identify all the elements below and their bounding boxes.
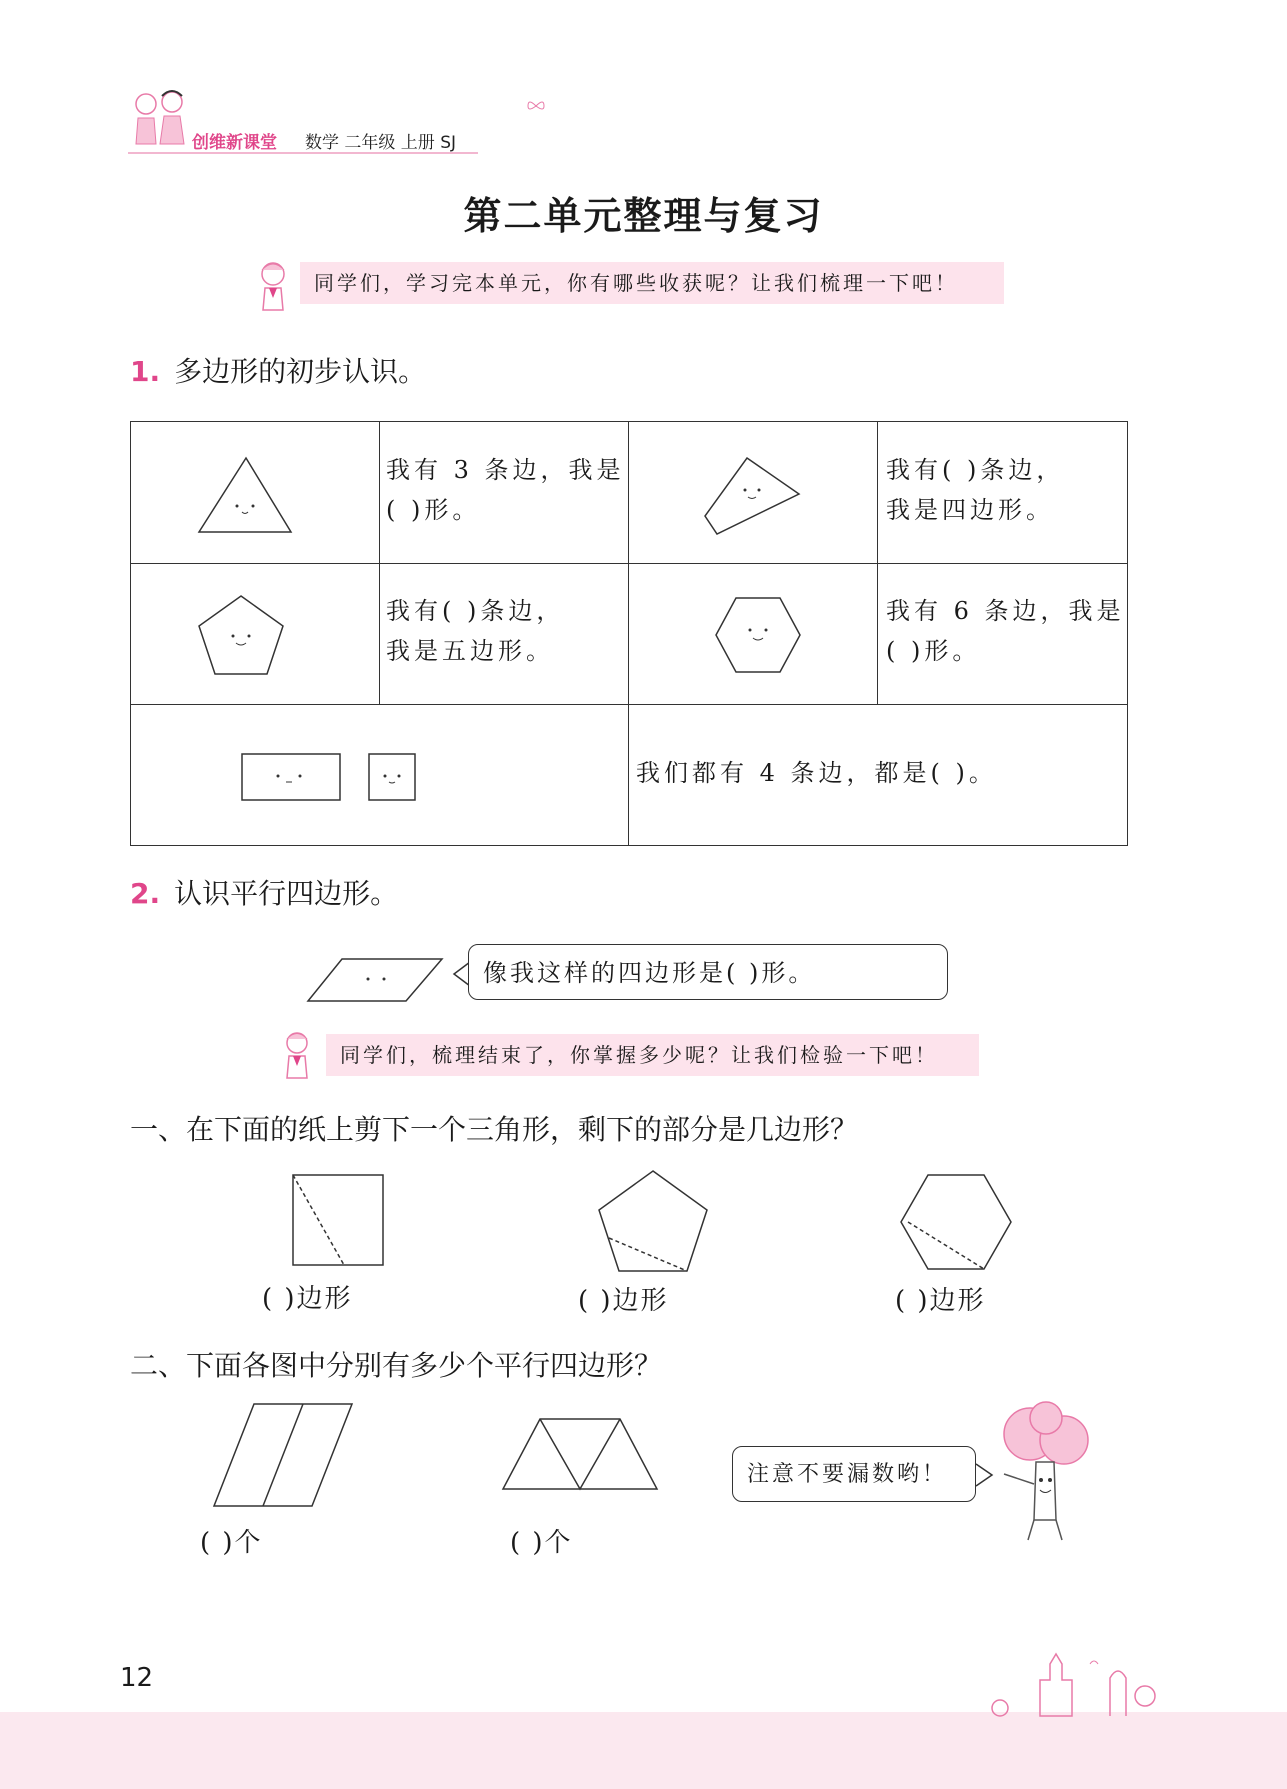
- triangle-face-shape: [191, 454, 301, 538]
- q2-answer-2: ( )个: [510, 1528, 573, 1558]
- hexagon-text: [886, 591, 1125, 671]
- q1-answer-2: ( )边形: [578, 1286, 669, 1316]
- tip-text: 注意不要漏数哟！: [747, 1462, 948, 1487]
- quadrilateral-text-line1: 我有( )条边，: [886, 456, 1065, 484]
- q1-answer-1: ( )边形: [262, 1284, 353, 1314]
- castle-decoration-icon: [940, 1650, 1170, 1720]
- pentagon-text-line2: 我是五边形。: [386, 637, 554, 665]
- polygon-table: [130, 421, 1128, 846]
- student-mascot-icon: [253, 258, 293, 316]
- hexagon-text-line2: ( )形。: [886, 637, 981, 665]
- quadrilateral-face-shape: [699, 450, 809, 540]
- hexagon-face-shape: [712, 594, 804, 676]
- hexagon-text-line1: 我有 6 条边，我是: [886, 597, 1125, 625]
- pentagon-text-line1: 我有( )条边，: [386, 597, 565, 625]
- table-vline: [379, 422, 380, 704]
- q1-title: 一、在下面的纸上剪下一个三角形，剩下的部分是几边形？: [130, 1113, 859, 1146]
- section2-number: 2.: [130, 877, 161, 910]
- intro-bubble: 同学们，学习完本单元，你有哪些收获呢？让我们梳理一下吧！: [300, 262, 1004, 304]
- parallelogram-face-shape: [306, 955, 446, 1005]
- brand-name: 创维新课堂: [192, 133, 277, 153]
- subject-line: 数学 二年级 上册 SJ: [305, 133, 457, 153]
- triangle-text-line1: 我有 3 条边，我是: [386, 456, 625, 484]
- triangle-text: [386, 450, 625, 530]
- check-bubble: 同学们，梳理结束了，你掌握多少呢？让我们检验一下吧！: [326, 1034, 979, 1076]
- table-vline: [877, 422, 878, 704]
- q2-title: 二、下面各图中分别有多少个平行四边形？: [130, 1349, 663, 1382]
- q2-answer-1: ( )个: [200, 1528, 263, 1558]
- section1-title: 多边形的初步认识。: [174, 355, 427, 388]
- q1-answer-3: ( )边形: [895, 1286, 986, 1316]
- header-divider: [128, 152, 478, 154]
- header-kids-illustration: [128, 88, 190, 154]
- page-number: 12: [120, 1663, 154, 1693]
- tree-mascot-icon: [990, 1400, 1100, 1546]
- butterfly-icon: [526, 98, 546, 114]
- hexagon-cut-figure: [898, 1172, 1014, 1272]
- pentagon-cut-figure: [596, 1168, 710, 1274]
- square-face-shape: [367, 752, 417, 802]
- triangle-text-line2: ( )形。: [386, 496, 481, 524]
- page-title: 第二单元整理与复习: [463, 194, 824, 238]
- trapezoid-triangles-figure: [500, 1416, 660, 1492]
- rectangle-face-shape: [240, 752, 342, 802]
- pentagon-text: [386, 591, 564, 671]
- rectangles-text: 我们都有 4 条边，都是( )。: [636, 759, 997, 787]
- table-vline: [628, 422, 629, 845]
- table-hline: [131, 563, 1127, 564]
- quadrilateral-text-line2: 我是四边形。: [886, 496, 1054, 524]
- student-mascot-icon: [278, 1028, 316, 1084]
- section1-number: 1.: [130, 355, 161, 388]
- square-cut-figure: [290, 1172, 386, 1268]
- footer-band: [0, 1712, 1287, 1789]
- pentagon-face-shape: [193, 592, 289, 682]
- table-hline: [131, 704, 1127, 705]
- parallelogram-speech-text: 像我这样的四边形是( )形。: [483, 959, 816, 987]
- section1-heading: [130, 350, 426, 390]
- parallelogram-pair-figure: [212, 1400, 356, 1510]
- section2-title: 认识平行四边形。: [174, 877, 399, 910]
- tip-speech-bubble: [732, 1446, 976, 1502]
- section2-heading: [130, 872, 398, 912]
- parallelogram-speech-bubble: [468, 944, 948, 1000]
- quadrilateral-text: [886, 450, 1064, 530]
